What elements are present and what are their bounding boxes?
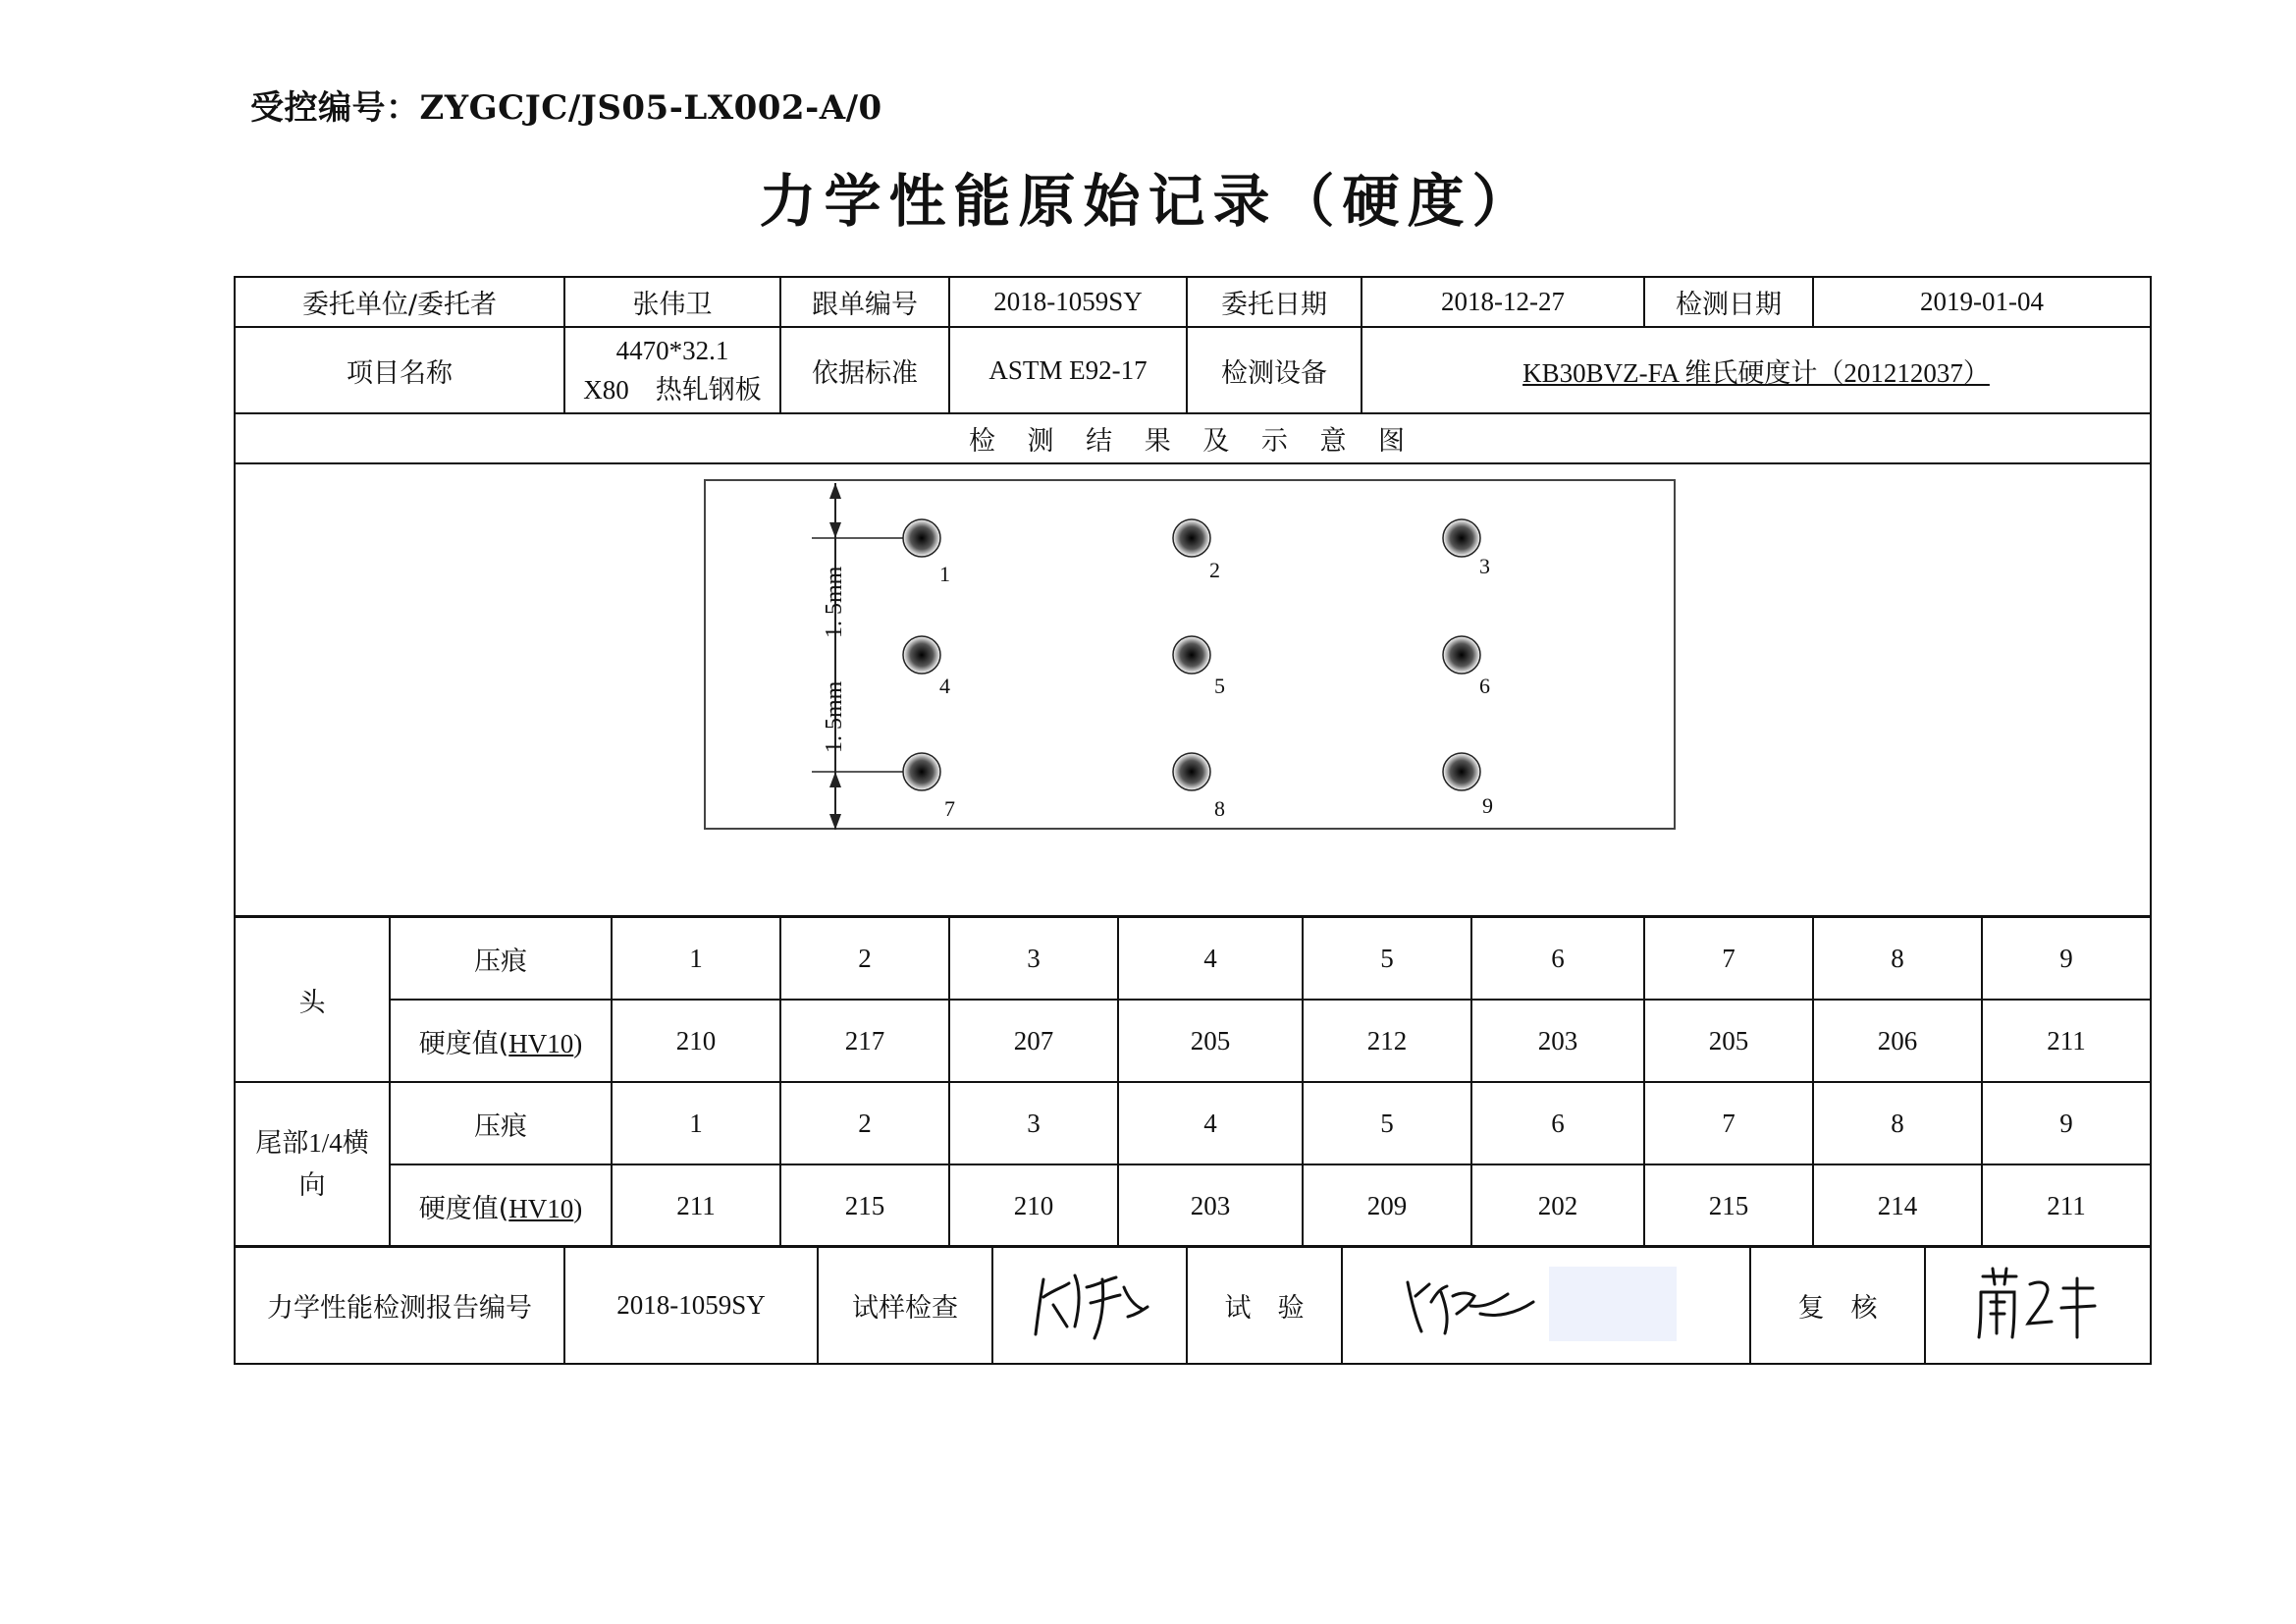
standard-label: 依据标准 <box>780 327 949 413</box>
hardness-value: 210 <box>612 1000 780 1082</box>
indent-number: 6 <box>1471 917 1644 1000</box>
indent-number: 9 <box>1982 917 2151 1000</box>
hardness-value: 211 <box>1982 1164 2151 1247</box>
indent-number: 1 <box>612 1082 780 1164</box>
indent-number: 2 <box>780 1082 949 1164</box>
hardness-value: 205 <box>1118 1000 1303 1082</box>
tracking-value: 2018-1059SY <box>949 277 1187 327</box>
hardness-value: 215 <box>780 1164 949 1247</box>
indent-point-8 <box>1173 753 1210 790</box>
indent-number: 1 <box>612 917 780 1000</box>
hardness-label <box>390 1164 612 1247</box>
sample-check-label: 试样检查 <box>818 1246 992 1364</box>
project-value-line2: X80 热轧钢板 <box>583 375 762 405</box>
test-label: 试 验 <box>1187 1246 1342 1364</box>
specimen-diagram <box>704 479 1676 830</box>
arrow-top-down-icon <box>829 522 841 538</box>
hardness-value: 206 <box>1813 1000 1982 1082</box>
client-value: 张伟卫 <box>564 277 780 327</box>
hardness-value: 211 <box>612 1164 780 1247</box>
tracking-label: 跟单编号 <box>780 277 949 327</box>
hardness-value: 215 <box>1644 1164 1813 1247</box>
hardness-value: 210 <box>949 1164 1118 1247</box>
hardness-label-prefix: 硬度值( <box>418 1028 509 1059</box>
test-date-label: 检测日期 <box>1644 277 1813 327</box>
point-label-9: 9 <box>1482 793 1493 818</box>
indent-number: 4 <box>1118 1082 1303 1164</box>
hardness-label <box>390 1000 612 1082</box>
hardness-value: 207 <box>949 1000 1118 1082</box>
hardness-value: 211 <box>1982 1000 2151 1082</box>
report-no-label: 力学性能检测报告编号 <box>235 1246 564 1364</box>
indent-number: 5 <box>1303 1082 1471 1164</box>
indent-number: 3 <box>949 1082 1118 1164</box>
indent-point-3 <box>1443 519 1480 557</box>
point-label-5: 5 <box>1214 674 1225 698</box>
arrow-bottom-down-icon <box>829 814 841 830</box>
point-label-3: 3 <box>1479 554 1490 578</box>
project-label: 项目名称 <box>235 327 564 413</box>
hardness-label-suffix: ) <box>573 1193 583 1223</box>
hardness-value: 214 <box>1813 1164 1982 1247</box>
arrow-bottom-up-icon <box>829 772 841 787</box>
indent-number: 3 <box>949 917 1118 1000</box>
dimension-label-bottom: 1. 5mm <box>822 680 847 753</box>
hardness-value: 203 <box>1471 1000 1644 1082</box>
equipment-value-cell <box>1362 327 2151 413</box>
hardness-value: 209 <box>1303 1164 1471 1247</box>
point-label-7: 7 <box>944 796 955 821</box>
group-tail-name-line1: 尾部1/4横 <box>255 1128 369 1158</box>
report-no-value: 2018-1059SY <box>564 1246 818 1364</box>
hardness-label-prefix: 硬度值( <box>418 1193 509 1224</box>
signature-review-icon <box>1969 1263 2107 1341</box>
indent-number: 2 <box>780 917 949 1000</box>
review-label: 复 核 <box>1750 1246 1925 1364</box>
group-tail-name-line2: 向 <box>298 1170 326 1201</box>
control-number: 受控编号：ZYGCJC/JS05-LX002-A/0 <box>250 88 882 128</box>
point-label-4: 4 <box>939 674 950 698</box>
equipment-label: 检测设备 <box>1187 327 1362 413</box>
indent-number: 8 <box>1813 917 1982 1000</box>
indent-number: 4 <box>1118 917 1303 1000</box>
commission-date-value: 2018-12-27 <box>1362 277 1644 327</box>
signature-sample-check-icon <box>1026 1258 1153 1346</box>
point-label-6: 6 <box>1479 674 1490 698</box>
signature-table <box>234 1245 2152 1365</box>
commission-date-label: 委托日期 <box>1187 277 1362 327</box>
hardness-value: 203 <box>1118 1164 1303 1247</box>
indent-point-1 <box>903 519 940 557</box>
standard-value: ASTM E92-17 <box>949 327 1187 413</box>
indent-point-9 <box>1443 753 1480 790</box>
signature-test-icon <box>1402 1263 1539 1341</box>
group-tail-name <box>235 1082 390 1247</box>
indent-number: 6 <box>1471 1082 1644 1164</box>
dimension-label-top: 1. 5mm <box>822 566 847 638</box>
indent-number: 9 <box>1982 1082 2151 1164</box>
project-value-line1: 4470*32.1 <box>615 336 729 365</box>
indent-label: 压痕 <box>390 1082 612 1164</box>
indent-number: 7 <box>1644 917 1813 1000</box>
point-label-2: 2 <box>1209 558 1220 582</box>
sample-check-signature <box>992 1246 1187 1364</box>
indent-point-5 <box>1173 636 1210 674</box>
project-value <box>564 327 780 413</box>
section-title: 检 测 结 果 及 示 意 图 <box>235 413 2151 463</box>
test-date-value: 2019-01-04 <box>1813 277 2151 327</box>
redacted-area <box>1549 1267 1677 1341</box>
hardness-value: 217 <box>780 1000 949 1082</box>
hardness-label-suffix: ) <box>573 1028 583 1058</box>
results-table <box>234 916 2152 1248</box>
client-label: 委托单位/委托者 <box>235 277 564 327</box>
indent-point-4 <box>903 636 940 674</box>
indent-point-6 <box>1443 636 1480 674</box>
indent-point-2 <box>1173 519 1210 557</box>
group-head-name: 头 <box>235 917 390 1082</box>
indent-number: 7 <box>1644 1082 1813 1164</box>
document-title: 力学性能原始记录（硬度） <box>759 168 1537 235</box>
point-label-8: 8 <box>1214 796 1225 821</box>
review-signature <box>1925 1246 2151 1364</box>
indent-number: 5 <box>1303 917 1471 1000</box>
arrow-top-up-icon <box>829 483 841 499</box>
indent-label: 压痕 <box>390 917 612 1000</box>
diagram-svg <box>706 481 1678 832</box>
point-label-1: 1 <box>939 562 950 586</box>
hardness-unit: HV10 <box>508 1028 574 1058</box>
hardness-value: 202 <box>1471 1164 1644 1247</box>
hardness-value: 205 <box>1644 1000 1813 1082</box>
indent-number: 8 <box>1813 1082 1982 1164</box>
test-signature <box>1342 1246 1750 1364</box>
equipment-value: KB30BVZ-FA 维氏硬度计（201212037） <box>1522 357 1990 388</box>
indent-point-7 <box>903 753 940 790</box>
hardness-unit: HV10 <box>508 1193 574 1223</box>
hardness-value: 212 <box>1303 1000 1471 1082</box>
